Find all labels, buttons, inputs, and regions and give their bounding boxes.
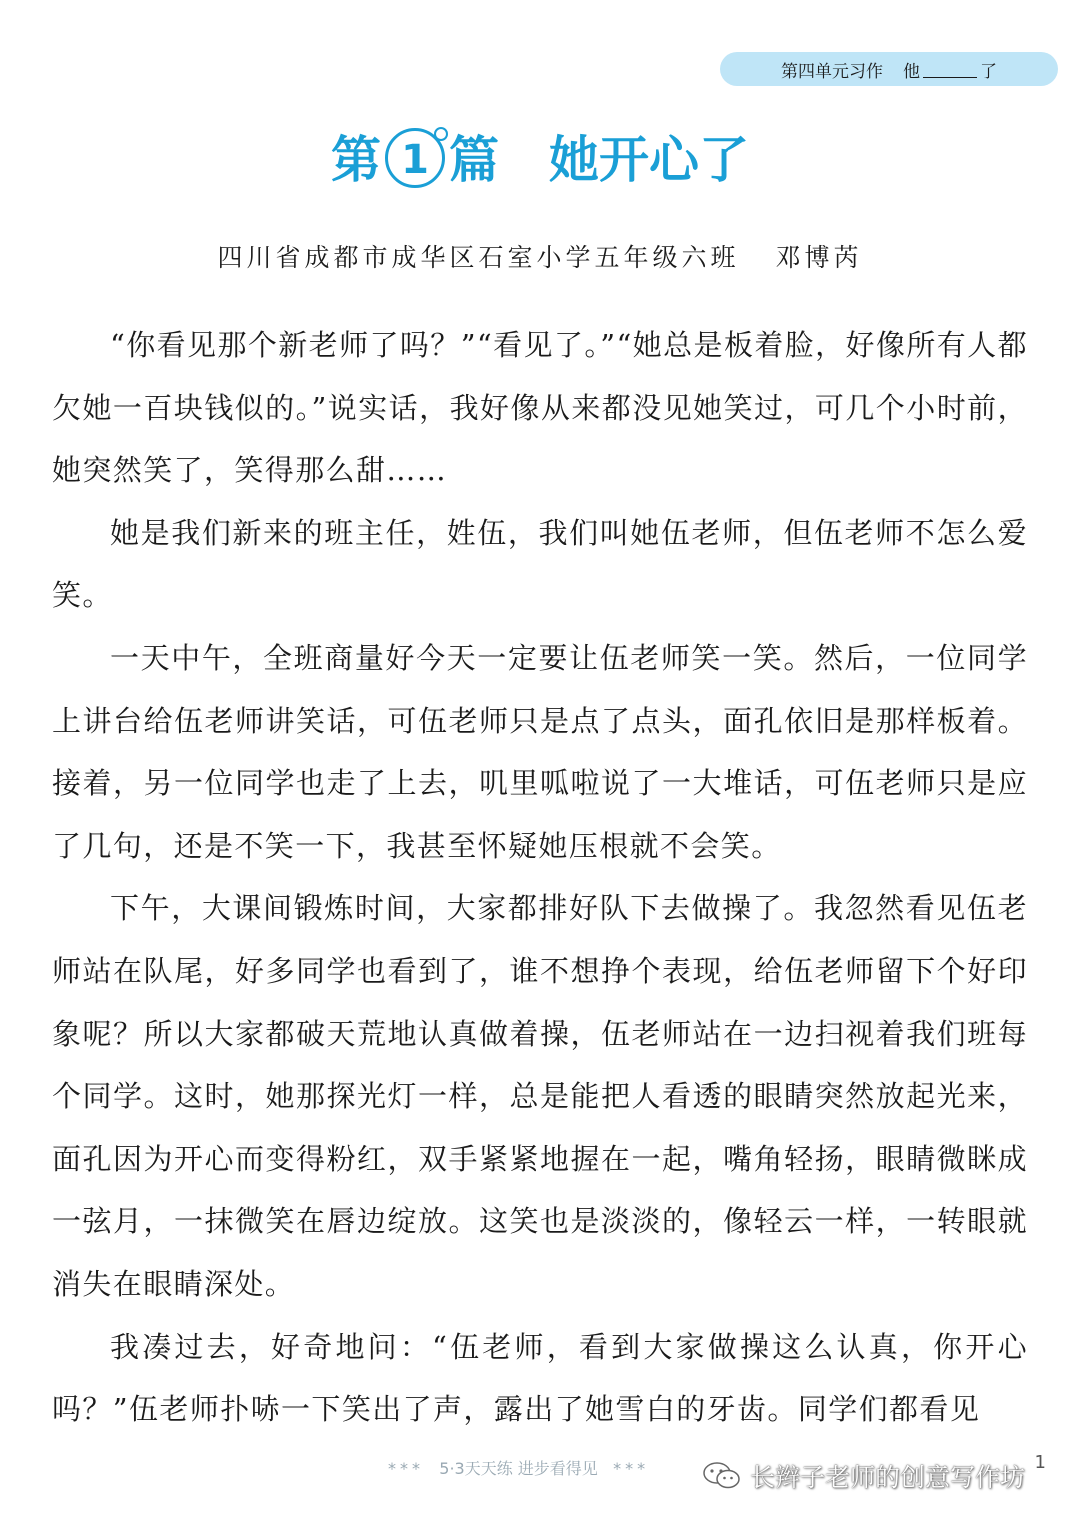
footer-stars-left: *** <box>388 1459 424 1478</box>
footer-stars-right: *** <box>613 1459 650 1478</box>
author-school: 四川省成都市成华区石室小学五年级六班 <box>217 243 740 272</box>
paragraph: 下午，大课间锻炼时间，大家都排好队下去做操了。我忽然看见伍老师站在队尾，好多同学也看到了，谁不想挣个表现，给伍老师留下个好印象呢？所以大家都破天荒地认真做着操，伍老师站在一边扫视着我们班每个同学。这时，她那探光灯一样，总是能把人看透的眼睛突然放起光来，面孔因为开心而变得粉红，双手紧紧地握在一起，嘴角轻扬，眼睛微眯成一弦月，一抹微笑在唇边绽放。这笑也是淡淡的，像轻云一样，一转眼就消失在眼睛深处。 <box>52 891 1028 1301</box>
topic-blank <box>923 61 977 78</box>
topic-prefix: 他 <box>903 61 920 82</box>
paragraph: 我凑过去，好奇地问：“伍老师，看到大家做操这么认真，你开心吗？”伍老师扑哧一下笑出了声，露出了她雪白的牙齿。同学们都看见 <box>52 1329 1028 1427</box>
author-line <box>0 238 1080 274</box>
paragraph: “你看见那个新老师了吗？”“看见了。”“她总是板着脸，好像所有人都欠她一百块钱似的。”说实话，我好像从来都没见她笑过，可几个小时前，她突然笑了，笑得那么甜…… <box>52 328 1028 488</box>
watermark <box>702 1458 1025 1494</box>
unit-header-badge <box>720 52 1058 86</box>
title-suffix: 篇 <box>449 131 499 189</box>
wechat-icon <box>702 1461 742 1491</box>
paragraph: 一天中午，全班商量好今天一定要让伍老师笑一笑。然后，一位同学上讲台给伍老师讲笑话，可伍老师只是点了点头，面孔依旧是那样板着。接着，另一位同学也走了上去，叽里呱啦说了一大堆话，可伍老师只是应了几句，还是不笑一下，我甚至怀疑她压根就不会笑。 <box>52 640 1028 863</box>
title-prefix: 第 <box>331 131 381 189</box>
article-title <box>0 122 1080 198</box>
paragraph: 她是我们新来的班主任，姓伍，我们叫她伍老师，但伍老师不怎么爱笑。 <box>52 515 1028 613</box>
topic-suffix: 了 <box>980 61 997 82</box>
unit-label: 第四单元习作 <box>781 61 883 82</box>
title-number-circle: 1 <box>385 128 445 188</box>
watermark-text: 长辫子老师的创意写作坊 <box>750 1463 1026 1492</box>
page-footer <box>388 1456 649 1479</box>
article-body <box>52 314 1028 1441</box>
title-name: 她开心了 <box>549 131 749 189</box>
footer-slogan: 5·3天天练 进步看得见 <box>439 1459 598 1478</box>
author-name: 邓博芮 <box>775 243 863 272</box>
page-number: 1 <box>1034 1452 1046 1473</box>
